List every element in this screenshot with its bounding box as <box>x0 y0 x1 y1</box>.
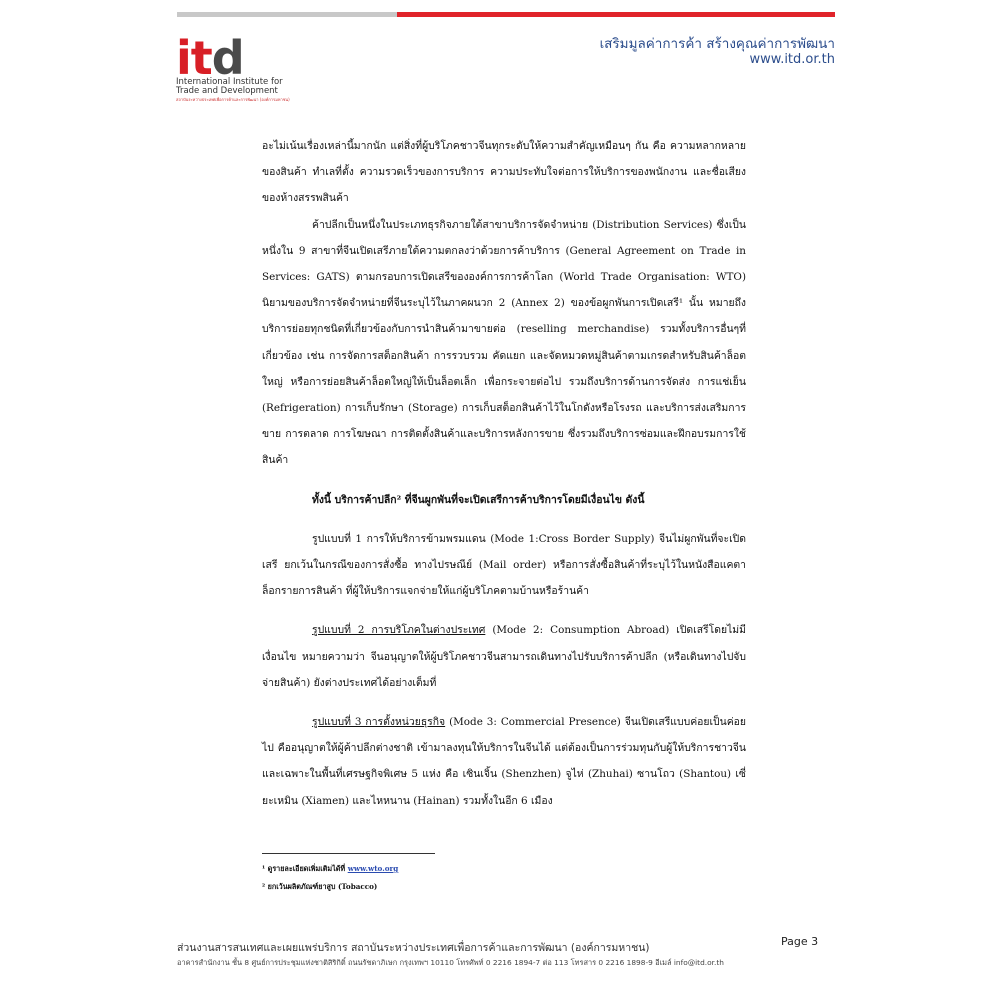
paragraph-distribution-services: ค้าปลีกเป็นหนึ่งในประเภทธุรกิจภายใต้สาขาบริการจัดจำหน่าย (Distribution Services) ซึ่งเป็นหนึ่งใน 9 สาขาที่จีนเปิดเสรีภายใต้ความตกลงว่าด้วยการค้าบริการ (General Agreement on Trade in Services: GATS) ตามกรอบการเปิดเสรีขององค์การการค้าโลก (World Trade Organisation: WTO) นิยามของบริการจัดจำหน่ายที่จีนระบุไว้ในภาคผนวก 2 (Annex 2) ของข้อผูกพันการเปิดเสรี¹ นั้น หมายถึง บริการย่อยทุกชนิดที่เกี่ยวข้องกับการนำสินค้ามาขายต่อ (reselling merchandise) รวมทั้งบริการอื่นๆที่เกี่ยวข้อง เช่น การจัดการสต็อกสินค้า การรวบรวม คัดแยก และจัดหมวดหมู่สินค้าตามเกรดสำหรับสินค้าล็อตใหญ่ หรือการย่อยสินค้าล็อตใหญ่ให้เป็นล็อตเล็ก เพื่อกระจายต่อไป รวมถึงบริการด้านการจัดส่ง การแช่เย็น (Refrigeration) การเก็บรักษา (Storage) การเก็บสต็อกสินค้าไว้ในโกดังหรือโรงรถ และบริการส่งเสริมการขาย การตลาด การโฆษณา การติดตั้งสินค้าและบริการหลังการขาย ซึ่งรวมถึงบริการซ่อมและฝึกอบรมการใช้สินค้า <box>262 218 746 467</box>
logo-subtitle-thai: สถาบันระหว่างประเทศเพื่อการค้าและการพัฒนา (องค์การมหาชน) <box>176 97 290 102</box>
footnote-1 <box>262 860 398 878</box>
logo-letter-d: d <box>211 31 244 85</box>
mode-1-text: (Mode 1:Cross Border Supply) จีนไม่ผูกพันที่จะเปิดเสรี ยกเว้นในกรณีของการสั่งซื้อ ทางไปรษณีย์ (Mail order) หรือการสั่งซื้อสินค้าที่ระบุไว้ในหนังสือแคตาล็อกรายการสินค้า ที่ผู้ให้บริการแจกจ่ายให้แก่ผู้บริโภคตามบ้านหรือร้านค้า <box>262 532 746 598</box>
header-gray-bar <box>177 12 397 17</box>
footnote-divider <box>262 853 435 854</box>
paragraph-mode-2 <box>262 617 746 696</box>
page-number <box>781 935 818 948</box>
header-red-bar <box>397 12 835 17</box>
paragraph-retail-commitments: ทั้งนี้ บริการค้าปลีก² ที่จีนผูกพันที่จะเปิดเสรีการค้าบริการโดยมีเงื่อนไข ดังนี้ <box>312 493 645 506</box>
mode-2-text: (Mode 2: Consumption Abroad) เปิดเสรีโดยไม่มีเงื่อนไข หมายความว่า จีนอนุญาตให้ผู้บริโภคชาวจีนสามารถเดินทางไปรับบริการค้าปลีก (หรือเดินทางไปจับจ่ายสินค้า) ยังต่างประเทศได้อย่างเต็มที่ <box>262 624 746 689</box>
page-number-value: 3 <box>811 935 819 948</box>
footnotes <box>262 860 398 896</box>
paragraph-mode-3 <box>262 709 746 814</box>
tagline-text: เสริมมูลค่าการค้า สร้างคุณค่าการพัฒนา <box>599 36 835 52</box>
itd-logo <box>176 31 306 104</box>
footer-organization: ส่วนงานสารสนเทศและเผยแพร่บริการ สถาบันระหว่างประเทศเพื่อการค้าและการพัฒนา (องค์การมหาชน) <box>177 942 650 954</box>
mode-1-label: รูปแบบที่ 1 การให้บริการข้ามพรมแดน <box>312 532 486 545</box>
document-body <box>262 133 746 814</box>
paragraph-intro: อะไม่เน้นเรื่องเหล่านี้มากนัก แต่สิ่งที่ผู้บริโภคชาวจีนทุกระดับให้ความสำคัญเหมือนๆ กัน คือ ความหลากหลายของสินค้า ทำเลที่ตั้ง ความรวดเร็วของการบริการ ความประทับใจต่อการให้บริการของพนักงาน และชื่อเสียงของห้างสรรพสินค้า <box>262 140 746 205</box>
mode-3-text: (Mode 3: Commercial Presence) จีนเปิดเสรีแบบค่อยเป็นค่อยไป คืออนุญาตให้ผู้ค้าปลีกต่างชาติ เข้ามาลงทุนให้บริการในจีนได้ แต่ต้องเป็นการร่วมทุนกับผู้ให้บริการชาวจีน และเฉพาะในพื้นที่เศรษฐกิจพิเศษ 5 แห่ง คือ เซินเจิ้น (Shenzhen) จูไห่ (Zhuhai) ซานโถว (Shantou) เซี่ยะเหมิน (Xiamen) และไหหนาน (Hainan) รวมทั้งในอีก 6 เมือง <box>262 716 747 807</box>
mode-3-label: รูปแบบที่ 3 การตั้งหน่วยธุรกิจ <box>312 716 446 729</box>
logo-subtitle-2: Trade and Development <box>176 86 278 96</box>
logo-letter-i: i <box>176 31 191 85</box>
footnote-2: ² ยกเว้นผลิตภัณฑ์ยาสูบ (Tobacco) <box>262 882 378 891</box>
paragraph-mode-1 <box>262 526 746 605</box>
page-label: Page <box>781 935 808 948</box>
website-link[interactable]: www.itd.or.th <box>749 52 835 67</box>
mode-2-label: รูปแบบที่ 2 การบริโภคในต่างประเทศ <box>312 624 486 637</box>
footer-address: อาคารสำนักงาน ชั้น 8 ศูนย์การประชุมแห่งชาติสิริกิติ์ ถนนรัชดาภิเษก กรุงเทพฯ 10110 โทรศัพท์ 0 2216 1894-7 ต่อ 113 โทรสาร 0 2216 1898-9 อีเมล์ info@itd.or.th <box>177 958 724 967</box>
logo-subtitle-1: International Institute for <box>176 77 283 87</box>
footnote-1-text: ¹ ดูรายละเอียดเพิ่มเติมได้ที่ <box>262 864 346 873</box>
footnote-1-link[interactable]: www.wto.org <box>347 864 399 873</box>
header-tagline <box>600 36 835 68</box>
logo-letter-t: t <box>190 31 212 85</box>
